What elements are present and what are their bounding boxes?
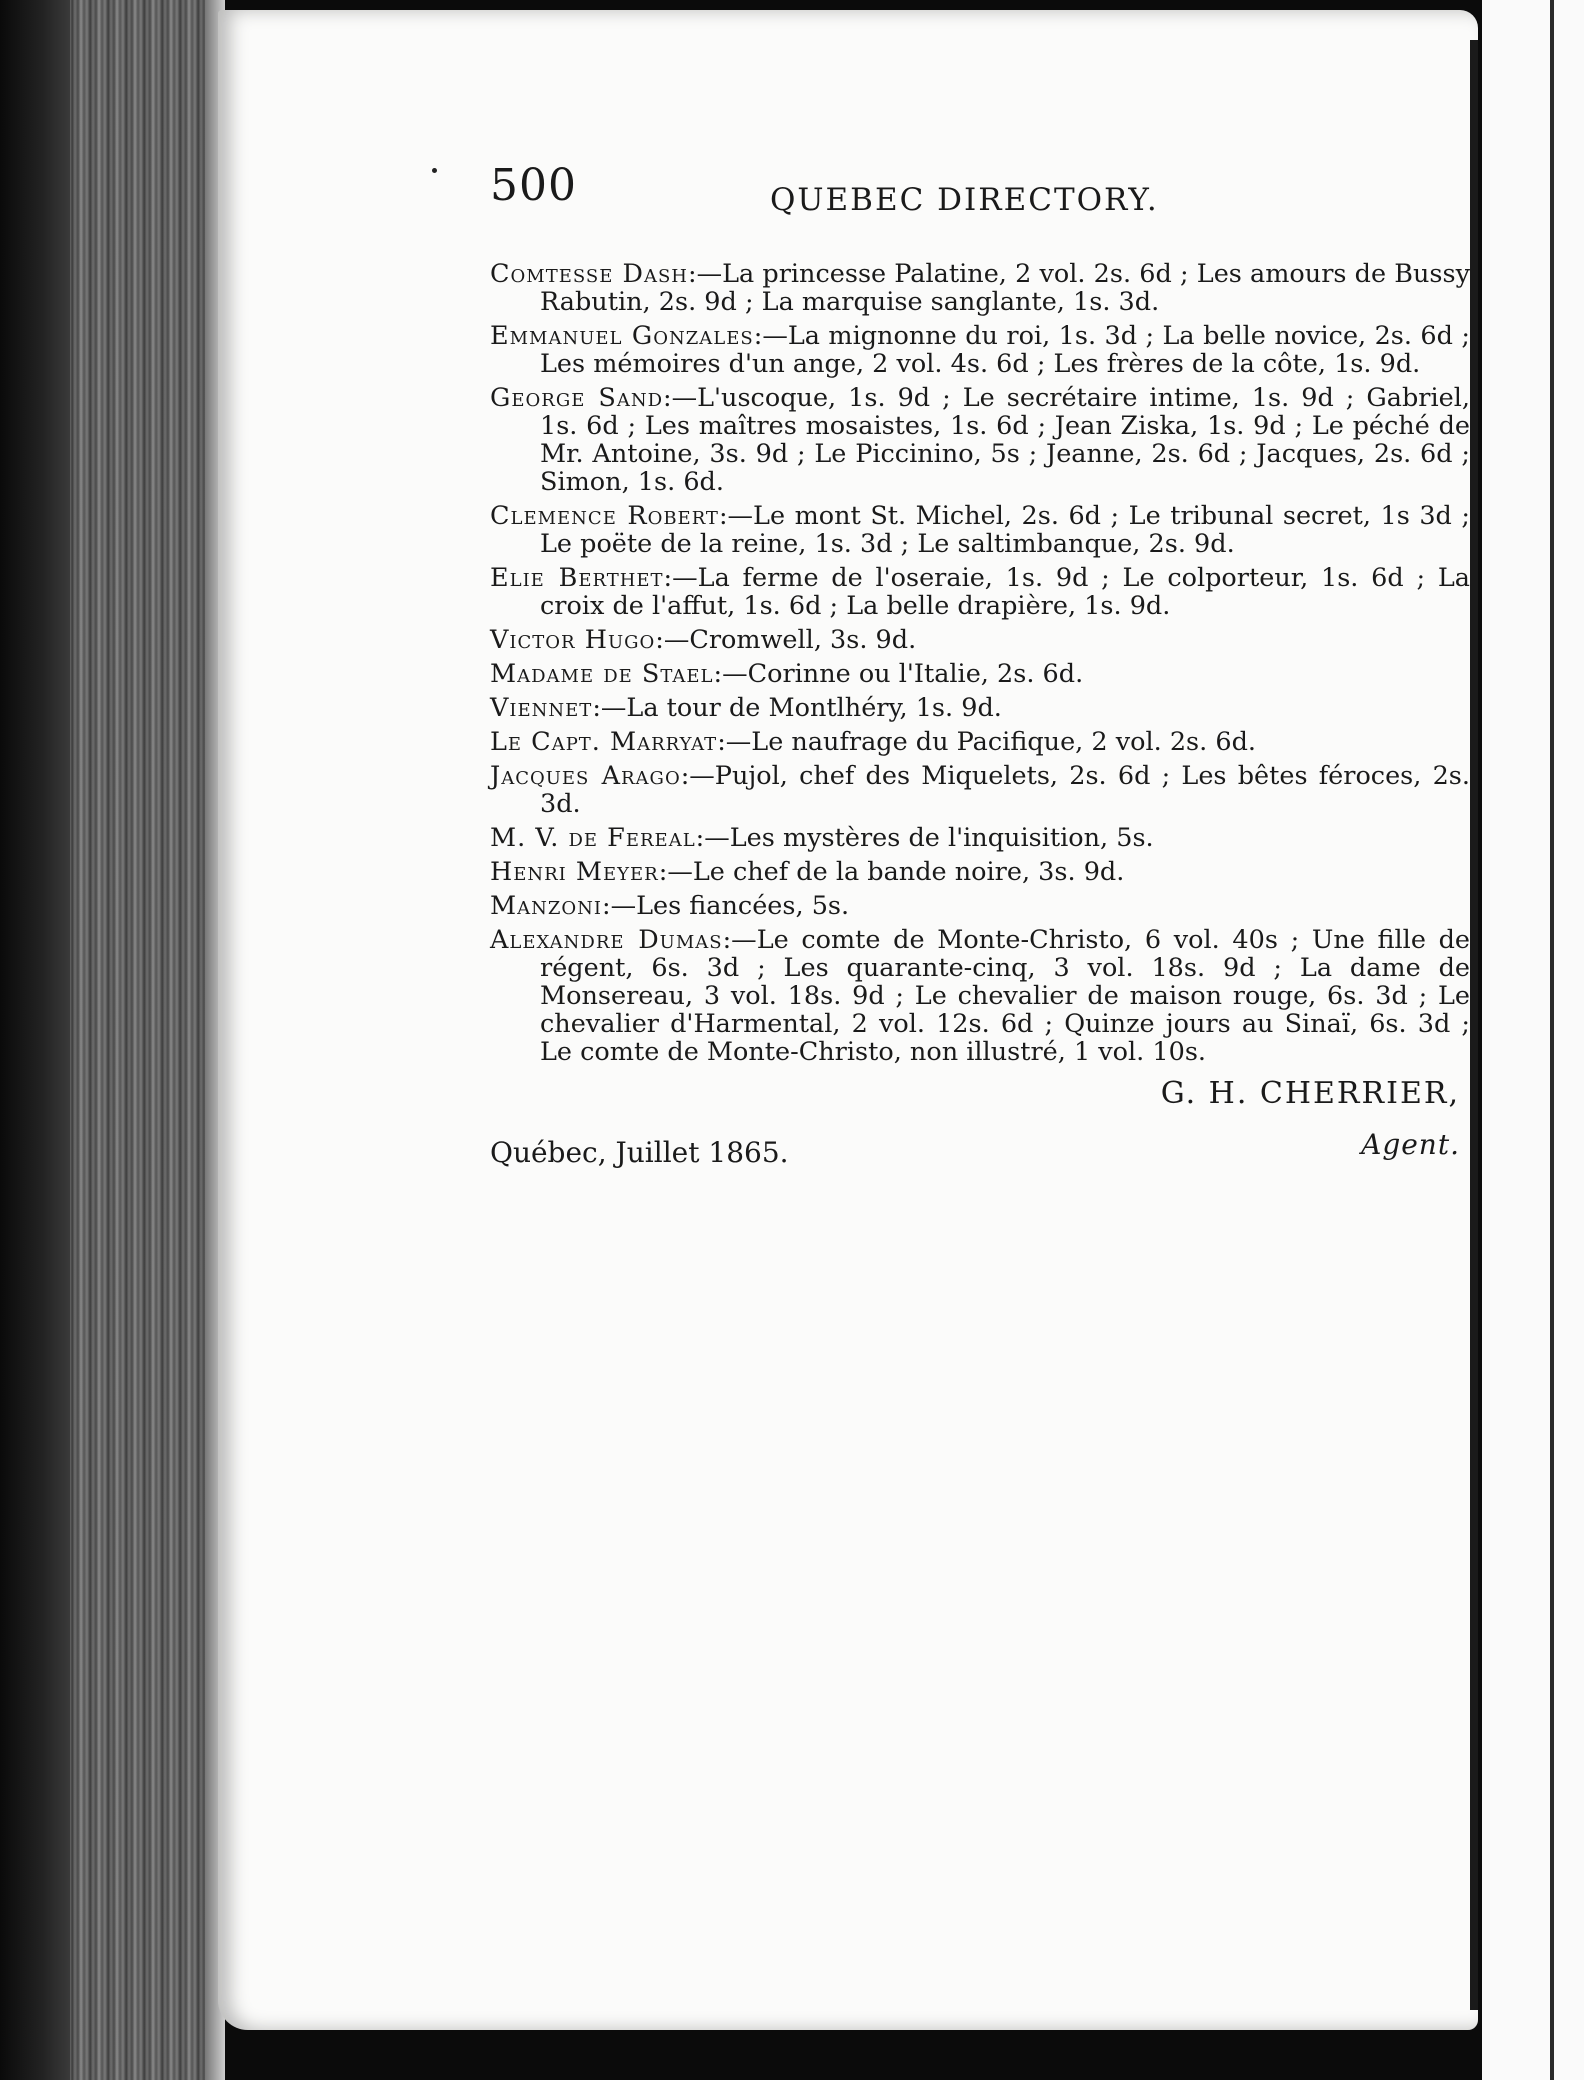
page-edge xyxy=(1470,40,1478,2010)
entry-author: Emmanuel Gonzales xyxy=(490,321,754,351)
entry xyxy=(490,858,1470,886)
entry-author: Manzoni xyxy=(490,891,602,921)
entry xyxy=(490,926,1470,1066)
entry xyxy=(490,502,1470,558)
entry-separator: :— xyxy=(601,891,637,921)
entry-text: Corinne ou l'Italie, 2s. 6d. xyxy=(747,659,1084,689)
entry-author: M. V. de Fereal xyxy=(490,823,696,853)
entry-author: Comtesse Dash xyxy=(490,259,688,289)
page-title: QUEBEC DIRECTORY. xyxy=(770,182,1159,218)
entry-separator: :— xyxy=(592,693,627,723)
entry-author: Henri Meyer xyxy=(490,857,659,887)
entry-separator: :— xyxy=(658,857,693,887)
entry-author: Elie Berthet xyxy=(490,563,664,593)
entry-separator: :— xyxy=(713,659,748,689)
entry-author: Le Capt. Marryat xyxy=(490,727,718,757)
ink-speck xyxy=(432,168,437,173)
entry xyxy=(490,892,1470,920)
entry-text: La mignonne du roi, 1s. 3d ; La belle novice, 2s. 6d ; Les mémoires d'un ange, 2 vol. 4s. 6d ; Les frères de la côte, 1s. 9d. xyxy=(540,321,1470,379)
entry-separator: :— xyxy=(717,727,752,757)
agent-name: G. H. CHERRIER, xyxy=(1160,1076,1460,1111)
entry-author: Victor Hugo xyxy=(490,625,656,655)
entry-separator: :— xyxy=(718,501,754,531)
entry-text: Les mystères de l'inquisition, 5s. xyxy=(729,823,1154,853)
entry-separator: :— xyxy=(753,321,788,351)
entry-author: Viennet xyxy=(490,693,593,723)
entry-text: Pujol, chef des Miquelets, 2s. 6d ; Les bêtes féroces, 2s. 3d. xyxy=(540,761,1470,819)
entry-author: Jacques Arago xyxy=(490,761,681,791)
page-content xyxy=(460,160,1470,1186)
agent-role: Agent. xyxy=(1361,1128,1460,1161)
entry-text: L'uscoque, 1s. 9d ; Le secrétaire intime, 1s. 9d ; Gabriel, 1s. 6d ; Les maîtres mosaistes, 1s. 6d ; Jean Ziska, 1s. 9d ; Le péché de Mr. Antoine, 3s. 9d ; Le Piccinino, 5s ; Jeanne, 2s. 6d ; Jacques, 2s. 6d ; Simon, 1s. 6d. xyxy=(540,383,1470,497)
entry xyxy=(490,762,1470,818)
facing-page xyxy=(1482,0,1584,2080)
entry-separator: :— xyxy=(722,925,757,955)
page-number: 500 xyxy=(490,160,577,211)
signature-block xyxy=(460,1076,1460,1186)
entry-separator: :— xyxy=(663,383,698,413)
place-date: Québec, Juillet 1865. xyxy=(490,1136,789,1169)
entry xyxy=(490,626,1470,654)
entry-text: La princesse Palatine, 2 vol. 2s. 6d ; Les amours de Bussy Rabutin, 2s. 9d ; La marquise sanglante, 1s. 3d. xyxy=(540,259,1470,317)
running-head xyxy=(460,160,1460,230)
entry xyxy=(490,728,1470,756)
entry xyxy=(490,384,1470,496)
entry xyxy=(490,322,1470,378)
entry-author: Alexandre Dumas xyxy=(490,925,723,955)
entry-text: Le chef de la bande noire, 3s. 9d. xyxy=(692,857,1125,887)
entry xyxy=(490,260,1470,316)
entry-separator: :— xyxy=(663,563,698,593)
entry xyxy=(490,694,1470,722)
entry-text: Cromwell, 3s. 9d. xyxy=(689,625,917,655)
entry-text: Les fiancées, 5s. xyxy=(636,891,850,921)
entry-separator: :— xyxy=(695,823,730,853)
entry-separator: :— xyxy=(687,259,723,289)
entry xyxy=(490,564,1470,620)
entry-separator: :— xyxy=(655,625,690,655)
entry xyxy=(490,824,1470,852)
entry-text: La tour de Montlhéry, 1s. 9d. xyxy=(626,693,1002,723)
entry-list xyxy=(460,260,1470,1066)
entry xyxy=(490,660,1470,688)
book-edge xyxy=(0,0,225,2080)
entry-text: Le mont St. Michel, 2s. 6d ; Le tribunal secret, 1s 3d ; Le poëte de la reine, 1s. 3d ; Le saltimbanque, 2s. 9d. xyxy=(540,501,1470,559)
entry-author: Clemence Robert xyxy=(490,501,719,531)
entry-separator: :— xyxy=(680,761,715,791)
entry-text: La ferme de l'oseraie, 1s. 9d ; Le colporteur, 1s. 6d ; La croix de l'affut, 1s. 6d ; La belle drapière, 1s. 9d. xyxy=(540,563,1470,621)
entry-text: Le comte de Monte-Christo, 6 vol. 40s ; Une fille de régent, 6s. 3d ; Les quarante-cinq, 3 vol. 18s. 9d ; La dame de Monsereau, 3 vol. 18s. 9d ; Le chevalier de maison rouge, 6s. 3d ; Le chevalier d'Harmental, 2 vol. 12s. 6d ; Quinze jours au Sinaï, 6s. 3d ; Le comte de Monte-Christo, non illustré, 1 vol. 10s. xyxy=(540,925,1470,1067)
facing-page-edge xyxy=(1550,0,1554,2080)
entry-text: Le naufrage du Pacifique, 2 vol. 2s. 6d. xyxy=(751,727,1257,757)
entry-author: Madame de Stael xyxy=(490,659,714,689)
entry-author: George Sand xyxy=(490,383,664,413)
